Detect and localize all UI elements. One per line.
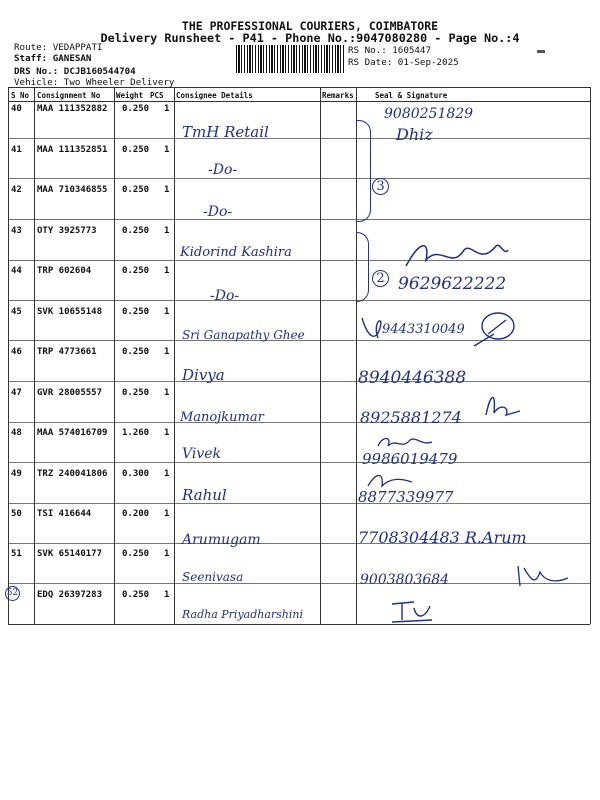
consignee-name: Manojkumar <box>180 410 264 425</box>
row-pcs: 1 <box>164 145 170 155</box>
consignee-name: Radha Priyadharshini <box>182 608 304 621</box>
consignee-name: Arumugam <box>182 532 261 548</box>
seal-phone: 9443310049 <box>382 322 465 337</box>
row-consignment: EDQ 26397283 <box>37 590 103 600</box>
col-sno: S No <box>11 91 30 100</box>
consignee-name: Vivek <box>182 446 222 462</box>
seal-phone: 8925881274 <box>360 408 462 427</box>
row-consignment: TRP 602604 <box>37 266 92 276</box>
company-title: THE PROFESSIONAL COURIERS, COIMBATORE <box>181 19 439 33</box>
signature <box>388 598 438 624</box>
row-sno: 48 <box>11 428 22 438</box>
row-weight: 0.250 <box>122 307 150 317</box>
consignee-name: Rahul <box>182 486 227 504</box>
row-pcs: 1 <box>164 266 170 276</box>
col-pcs: PCS <box>150 91 164 100</box>
staff-label: Staff: GANESAN <box>14 53 92 64</box>
row-pcs: 1 <box>164 509 170 519</box>
row-pcs: 1 <box>164 307 170 317</box>
drs-number: DRS No.: DCJB160544704 <box>14 66 136 77</box>
seal-phone: 7708304483 R.Arum <box>358 528 527 547</box>
row-weight: 0.250 <box>122 266 150 276</box>
seal-phone: 8877339977 <box>358 488 454 506</box>
consignee-name: -Do- <box>203 204 233 220</box>
group-bracket <box>356 120 371 222</box>
row-weight: 0.250 <box>122 185 150 195</box>
row-consignment: TRZ 240041806 <box>37 469 108 479</box>
seal-phone: 9003803684 <box>360 572 450 588</box>
seal-phone: 9986019479 <box>362 450 458 468</box>
row-pcs: 1 <box>164 428 170 438</box>
signature: Dhiz <box>396 125 433 144</box>
col-consignment: Consignment No <box>37 91 101 100</box>
row-pcs: 1 <box>164 549 170 559</box>
row-sno: 42 <box>11 185 22 195</box>
row-weight: 0.200 <box>122 509 150 519</box>
seal-phone: 9629622222 <box>398 274 507 294</box>
signature <box>400 236 510 276</box>
row-pcs: 1 <box>164 226 170 236</box>
circled-number: 3 <box>372 178 389 195</box>
row-sno: 47 <box>11 388 22 398</box>
dash-mark <box>537 50 545 53</box>
row-consignment: TRP 4773661 <box>37 347 97 357</box>
col-consignee: Consignee Details <box>176 91 253 100</box>
row-consignment: MAA 710346855 <box>37 185 108 195</box>
circled-row-number: 52 <box>5 586 20 601</box>
row-pcs: 1 <box>164 469 170 479</box>
col-seal: Seal & Signature <box>375 91 448 100</box>
row-consignment: OTY 3925773 <box>37 226 97 236</box>
row-consignment: GVR 28005557 <box>37 388 103 398</box>
seal-phone: 9080251829 <box>384 106 474 122</box>
row-sno: 50 <box>11 509 22 519</box>
row-pcs: 1 <box>164 388 170 398</box>
row-sno: 41 <box>11 145 22 155</box>
signature <box>480 385 530 421</box>
row-weight: 0.300 <box>122 469 150 479</box>
row-sno: 43 <box>11 226 22 236</box>
row-consignment: MAA 574016709 <box>37 428 108 438</box>
row-sno: 49 <box>11 469 22 479</box>
row-sno: 44 <box>11 266 22 276</box>
consignee-name: Sri Ganapathy Ghee <box>182 328 305 342</box>
row-consignment: SVK 65140177 <box>37 549 103 559</box>
consignee-name: Seenivasa <box>182 570 244 584</box>
row-weight: 0.250 <box>122 145 150 155</box>
col-remarks: Remarks <box>322 91 354 100</box>
vehicle-label: Vehicle: Two Wheeler Delivery <box>14 77 175 88</box>
signature <box>510 558 580 590</box>
row-consignment: MAA 111352851 <box>37 145 108 155</box>
row-sno: 45 <box>11 307 22 317</box>
row-pcs: 1 <box>164 347 170 357</box>
rs-date: RS Date: 01-Sep-2025 <box>348 57 459 68</box>
barcode <box>236 45 344 73</box>
row-consignment: SVK 10655148 <box>37 307 103 317</box>
row-weight: 0.250 <box>122 347 150 357</box>
runsheet-title: Delivery Runsheet - P41 - Phone No.:9047080280 - Page No.:4 <box>100 31 520 45</box>
row-sno: 40 <box>11 104 22 114</box>
row-consignment: TSI 416644 <box>37 509 92 519</box>
signature <box>356 308 526 358</box>
consignee-name: Divya <box>182 366 225 384</box>
row-pcs: 1 <box>164 104 170 114</box>
row-sno: 46 <box>11 347 22 357</box>
consignee-name: TmH Retail <box>182 123 269 141</box>
row-weight: 0.250 <box>122 388 150 398</box>
seal-phone: 8940446388 <box>358 368 467 388</box>
consignee-name: -Do- <box>210 288 240 304</box>
row-weight: 0.250 <box>122 104 150 114</box>
signature <box>372 432 442 454</box>
rs-number: RS No.: 1605447 <box>348 45 431 56</box>
col-weight: Weight <box>116 91 144 100</box>
group-bracket <box>356 232 369 302</box>
consignee-name: -Do- <box>208 162 238 178</box>
route-label: Route: VEDAPPATI <box>14 42 103 53</box>
row-weight: 0.250 <box>122 226 150 236</box>
signature <box>362 470 422 492</box>
row-pcs: 1 <box>164 590 170 600</box>
row-weight: 1.260 <box>122 428 150 438</box>
row-consignment: MAA 111352882 <box>37 104 108 114</box>
row-weight: 0.250 <box>122 549 150 559</box>
consignee-name: Kidorind Kashira <box>180 245 292 260</box>
row-pcs: 1 <box>164 185 170 195</box>
row-sno: 51 <box>11 549 22 559</box>
circled-number: 2 <box>372 270 389 287</box>
row-weight: 0.250 <box>122 590 150 600</box>
